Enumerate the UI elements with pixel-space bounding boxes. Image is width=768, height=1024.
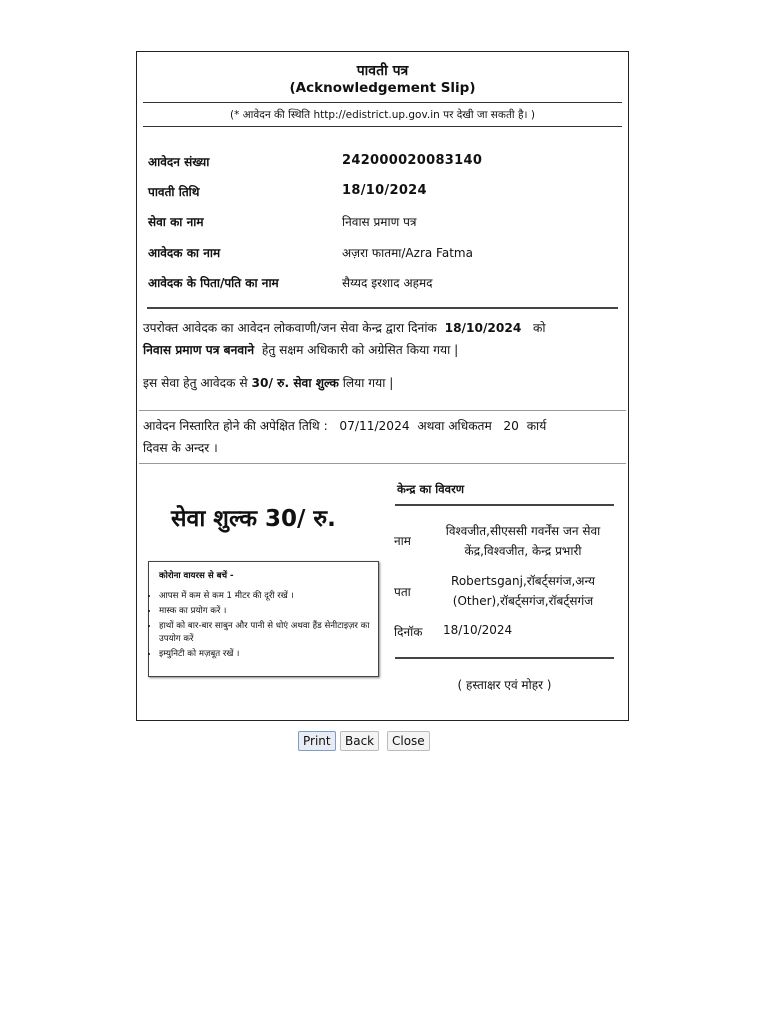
divider xyxy=(143,102,622,103)
print-button[interactable]: Print xyxy=(298,731,336,751)
list-item: • इम्युनिटी को मज़बूत रखें । xyxy=(159,648,381,661)
expected-date-paragraph: आवेदन निस्तारित होने की अपेक्षित तिथि : 07/11/2024 अथवा अधिकतम 20 कार्य दिवस के अन्दर । xyxy=(143,419,547,455)
slip-subtitle: (Acknowledgement Slip) xyxy=(289,80,476,96)
detail-value: 18/10/2024 xyxy=(342,183,427,198)
centre-address-label: पता xyxy=(394,585,411,599)
detail-label: सेवा का नाम xyxy=(148,215,204,229)
slip-title: पावती पत्र xyxy=(356,63,409,79)
detail-label: पावती तिथि xyxy=(148,185,200,199)
divider xyxy=(395,504,614,506)
detail-value: सैय्यद इरशाद अहमद xyxy=(342,276,433,290)
detail-label: आवेदक का नाम xyxy=(148,246,221,260)
forwarding-paragraph: उपरोक्त आवेदक का आवेदन लोकवाणी/जन सेवा केन्द्र द्वारा दिनांक 18/10/2024 को निवास प्रमाण पत्र बनवाने हेतु सक्षम अधिकारी को अग्रेसित किया गया | xyxy=(143,321,546,357)
corona-advisory-list xyxy=(151,590,381,663)
centre-date-value: 18/10/2024 xyxy=(443,623,513,637)
detail-value: निवास प्रमाण पत्र xyxy=(342,215,417,229)
close-button[interactable]: Close xyxy=(387,731,430,751)
detail-label: आवेदक के पिता/पति का नाम xyxy=(148,276,279,290)
centre-name-value: विश्वजीत,सीएससी गवर्नेंस जन सेवा केंद्र,विश्वजीत, केन्द्र प्रभारी xyxy=(445,524,601,558)
divider xyxy=(139,463,626,464)
signature-and-seal-label: ( हस्ताक्षर एवं मोहर ) xyxy=(457,678,552,692)
divider xyxy=(139,410,626,411)
detail-label: आवेदन संख्या xyxy=(148,155,210,169)
list-item: • हाथों को बार-बार साबुन और पानी से धोएं अथवा हैंड सेनीटाइज़र का उपयोग करें xyxy=(159,620,381,646)
centre-details-heading: केन्द्र का विवरण xyxy=(397,482,465,496)
fee-paragraph: इस सेवा हेतु आवेदक से 30/ रु. सेवा शुल्क लिया गया | xyxy=(143,376,394,390)
detail-value: अज़रा फातमा/Azra Fatma xyxy=(342,246,473,260)
divider xyxy=(147,307,618,309)
status-note: (* आवेदन की स्थिति http://edistrict.up.gov.in पर देखी जा सकती है। ) xyxy=(230,109,535,121)
centre-name-label: नाम xyxy=(394,534,411,548)
back-button[interactable]: Back xyxy=(340,731,379,751)
list-item: • आपस में कम से कम 1 मीटर की दूरी रखें । xyxy=(159,590,381,603)
centre-address-value: Robertsganj,रॉबर्ट्सगंज,अन्य (Other),रॉबर्ट्सगंज,रॉबर्ट्सगंज xyxy=(451,574,595,608)
acknowledgement-slip xyxy=(136,51,629,721)
divider xyxy=(143,126,622,127)
detail-value: 242000020083140 xyxy=(342,153,483,168)
service-fee-heading: सेवा शुल्क 30/ रु. xyxy=(171,506,336,532)
list-item: • मास्क का प्रयोग करें । xyxy=(159,605,381,618)
corona-advisory-box xyxy=(148,561,379,677)
centre-date-label: दिनॉक xyxy=(394,625,423,639)
divider xyxy=(395,657,614,659)
corona-advisory-title: कोरोना वायरस से बचें - xyxy=(159,571,234,581)
